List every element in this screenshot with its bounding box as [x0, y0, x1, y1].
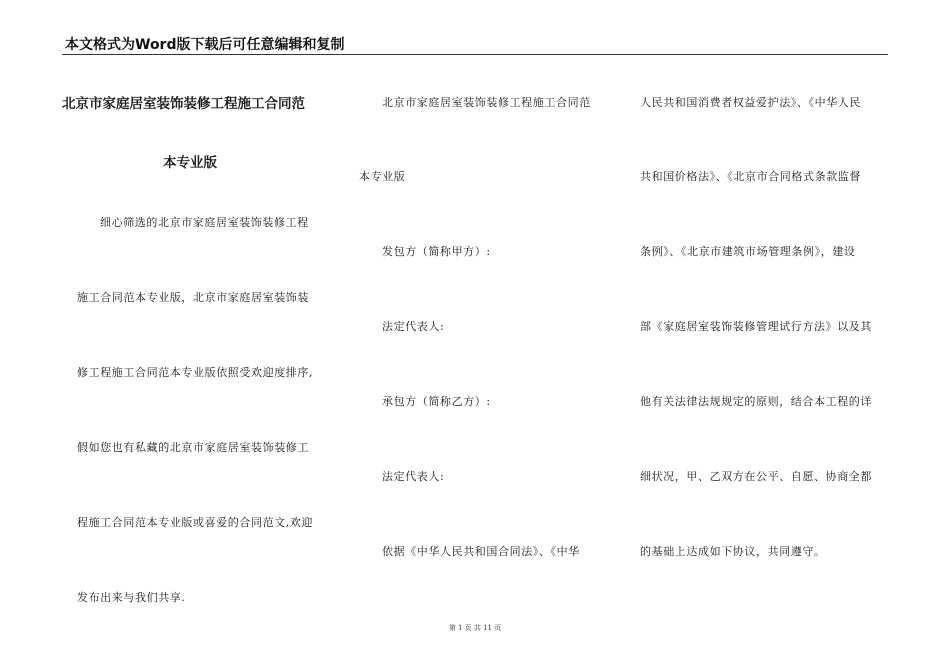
body-line: 的基础上达成如下协议，共同遵守。 — [640, 545, 826, 558]
body-line: 本专业版 — [359, 170, 406, 183]
body-line: 法定代表人: — [382, 320, 445, 333]
body-line: 施工合同范本专业版，北京市家庭居室装饰装 — [77, 291, 309, 304]
body-line: 程施工合同范本专业版或喜爱的合同范文,欢迎 — [77, 516, 314, 529]
page-number: 第 1 页 共 11 页 — [448, 624, 502, 632]
document-header: 本文格式为Word版下载后可任意编辑和复制 — [65, 37, 345, 53]
body-line: 共和国价格法》、《北京市合同格式条款监督 — [640, 170, 861, 183]
body-line: 发包方（简称甲方）: — [382, 245, 491, 258]
document-title-line2: 本专业版 — [163, 155, 217, 171]
body-line: 条例》、《北京市建筑市场管理条例》，建设 — [640, 245, 856, 258]
body-line: 发布出来与我们共享. — [77, 591, 186, 604]
header-divider — [62, 54, 888, 55]
body-line: 依据《中华人民共和国合同法》、《中华 — [382, 545, 580, 558]
body-line: 北京市家庭居室装饰装修工程施工合同范 — [382, 96, 591, 109]
body-line: 承包方（简称乙方）: — [382, 395, 491, 408]
body-line: 法定代表人: — [382, 470, 445, 483]
document-title-line1: 北京市家庭居室装饰装修工程施工合同范 — [62, 96, 305, 112]
body-line: 细心筛选的北京市家庭居室装饰装修工程 — [100, 216, 309, 229]
body-line: 他有关法律法规规定的原则，结合本工程的详 — [640, 395, 872, 408]
body-line: 细状况，甲、乙双方在公平、自愿、协商全都 — [640, 470, 872, 483]
body-line: 人民共和国消费者权益爱护法》、《中华人民 — [640, 96, 861, 109]
body-line: 假如您也有私藏的北京市家庭居室装饰装修工 — [77, 441, 309, 454]
body-line: 部《家庭居室装饰装修管理试行方法》以及其 — [640, 320, 872, 333]
body-line: 修工程施工合同范本专业版依照受欢迎度排序, — [77, 366, 314, 379]
